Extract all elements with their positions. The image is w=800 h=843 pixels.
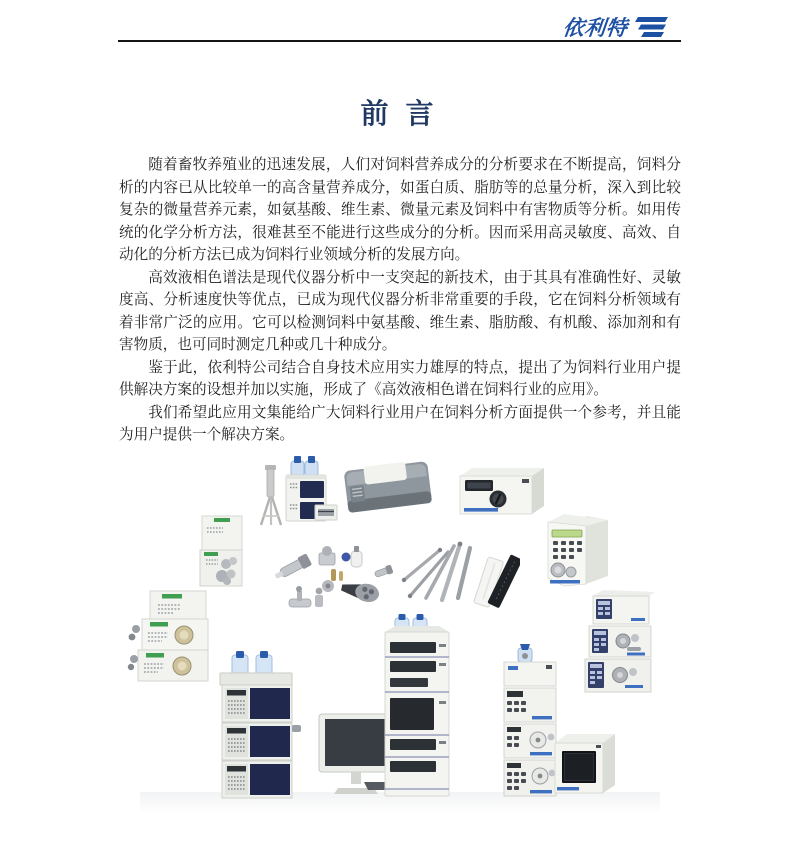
pump-module-stack-image [124,589,218,690]
tall-hplc-tower-image [381,614,457,805]
hplc-column-set-image [396,540,520,615]
spectrophotometer-image [340,456,436,525]
uv-detector-image [452,466,550,527]
logo-text: 依利特 [561,16,629,40]
fittings-kit-image [271,541,399,624]
paragraph: 我们希望此应用文集能给广大饲料行业用户在饲料分析方面提供一个参考，并且能为用户提供一个解决方案。 [119,404,681,443]
page-title: 前 言 [360,99,439,130]
column-oven-image [549,729,621,804]
tripod-hplc-system-image [253,453,339,536]
gradient-module-stack-image [196,514,248,595]
valve-module-stack-image [583,588,659,705]
bottle-tower-system-image [218,651,304,804]
paragraph: 鉴于此，依利特公司结合自身技术应用实力雄厚的特点，提出了为饲料行业用户提供解决方案的设想并加以实施，形成了《高效液相色谱在饲料行业的应用》。 [119,359,681,398]
paragraph: 高效液相色谱法是现代仪器分析中一支突起的新技术，由于其具有准确性好、灵敏度高、分析速度快等优点，已成为现代仪器分析非常重要的手段，它在饲料分析领域有着非常广泛的应用。它可以检测饲料中氨基酸、维生素、脂肪酸、有机酸、添加剂和有害物质，也可同时测定几种或几十种成分。 [119,269,681,353]
hplc-pump-image [538,508,614,599]
paragraph: 随着畜牧养殖业的迅速发展，人们对饲料营养成分的分析要求在不断提高，饲料分析的内容已从比较单一的高含量营养成分，如蛋白质、脂肪等的总量分析，深入到比较复杂的微量营养元素，如氨基酸、维生素、微量元素及饲料中有害物质等分析。如用传统的化学分析方法，很难甚至不能进行这些成分的分析。因而采用高灵敏度、高效、自动化的分析方法已成为饲料行业领域分析的发展方向。 [119,157,681,263]
